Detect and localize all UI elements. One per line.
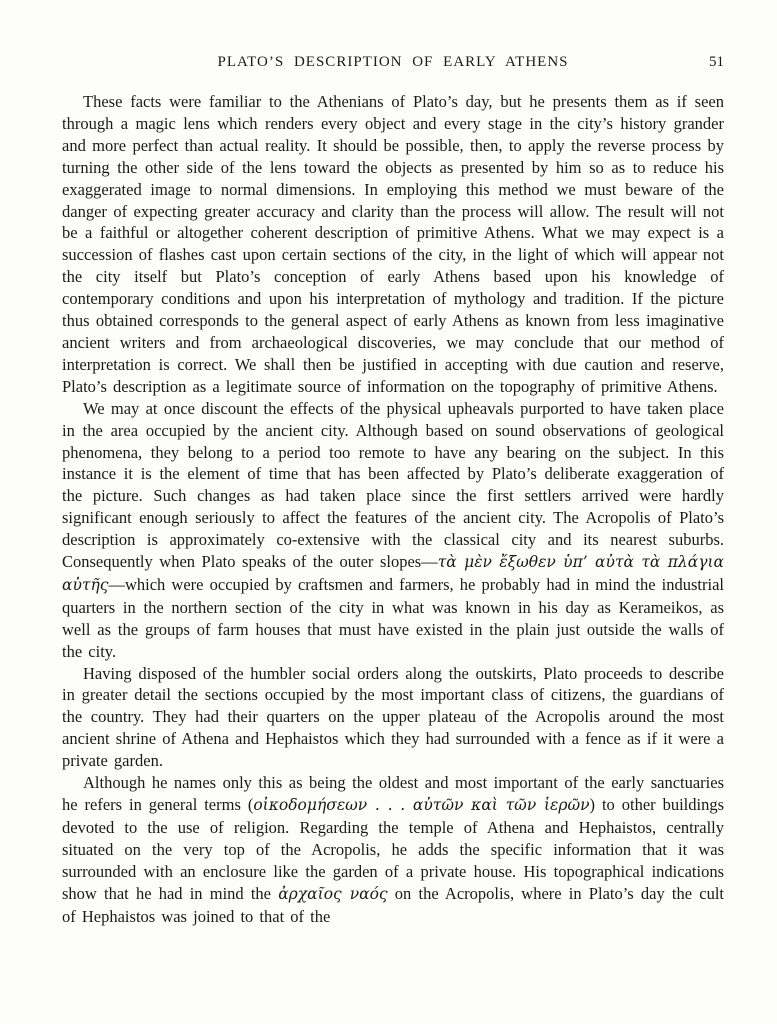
body-paragraph — [62, 663, 724, 773]
text-run: Having disposed of the humbler social orders along the outskirts, Plato proceeds to describe in greater detail the sections occupied by the most important class of citizens, the guardians of the country. They had their quarters on the upper plateau of the Acropolis around the most ancient shrine of Athena and Hephaistos which they had surrounded with a fence as if it were a private garden. — [62, 663, 724, 771]
page-header — [62, 54, 724, 71]
running-title: PLATO’S DESCRIPTION OF EARLY ATHENS — [217, 54, 569, 70]
text-run: ) to other buildings devoted to the use of religion. Regarding the temple of Athena and Hephaistos, centrally situated on the very top of the Acropolis, he adds the specific information that it was surrounded with an enclosure like the garden of a private house. His topographical indications show that he had in mind the — [62, 795, 724, 903]
body-paragraph — [62, 772, 724, 927]
body-paragraph — [62, 91, 724, 398]
text-run: We may at once discount the effects of the physical upheavals purported to have taken place in the area occupied by the ancient city. Although based on sound observations of geological phenomena, they belong to a period too remote to have any bearing on the subject. In this instance it is the element of time that has been affected by Plato’s deliberate exaggeration of the picture. Such changes as had taken place since the first settlers arrived were hardly significant enough seriously to affect the features of the ancient city. The Acropolis of Plato’s description is approximately co-extensive with the classical city and its nearest suburbs. Consequently when Plato speaks of the outer slopes— — [62, 398, 724, 572]
body-paragraph — [62, 398, 724, 663]
text-run: Although he names only this as being the oldest and most important of the early sanctuaries he refers in general terms ( — [62, 773, 724, 814]
text-run: —which were occupied by craftsmen and farmers, he probably had in mind the industrial quarters in the northern section of the city in what was known in his day as Kerameikos, as well as the groups of farm houses that must have existed in the plain just outside the walls of the city. — [62, 574, 724, 661]
greek-phrase: οἰκοδομήσεων . . . αὐτῶν καὶ τῶν ἱερῶν — [253, 796, 590, 814]
text-run: on the Acropolis, where in Plato’s day the cult of Hephaistos was joined to that of the — [62, 883, 725, 926]
greek-phrase: ἀρχαῖος ναός — [278, 884, 388, 903]
greek-phrase: τὰ μὲν ἔξωθεν ὑπ’ αὐτὰ τὰ πλάγια αὐτῆς — [62, 553, 725, 594]
page-number: 51 — [709, 54, 724, 70]
text-run: These facts were familiar to the Athenians of Plato’s day, but he presents them as if seen through a magic lens which renders every object and every stage in the city’s history grander and more perfect than actual reality. It should be possible, then, to apply the reverse process by turning the other side of the lens toward the objects as presented by him so as to reduce his exaggerated image to normal dimensions. In employing this method we must beware of the danger of expecting greater accuracy and clarity than the process will allow. The result will not be a faithful or altogether coherent description of primitive Athens. What we may expect is a succession of flashes cast upon certain sections of the city, in the light of which will appear not the city itself but Plato’s conception of early Athens based upon his knowledge of contemporary conditions and upon his interpretation of mythology and tradition. If the picture thus obtained corresponds to the general aspect of early Athens as known from less imaginative ancient writers and from archaeological discoveries, we may conclude that our method of interpretation is correct. We shall then be justified in accepting with due caution and reserve, Plato’s description as a legitimate source of information on the topography of primitive Athens. — [62, 92, 724, 396]
body-text — [62, 91, 724, 927]
